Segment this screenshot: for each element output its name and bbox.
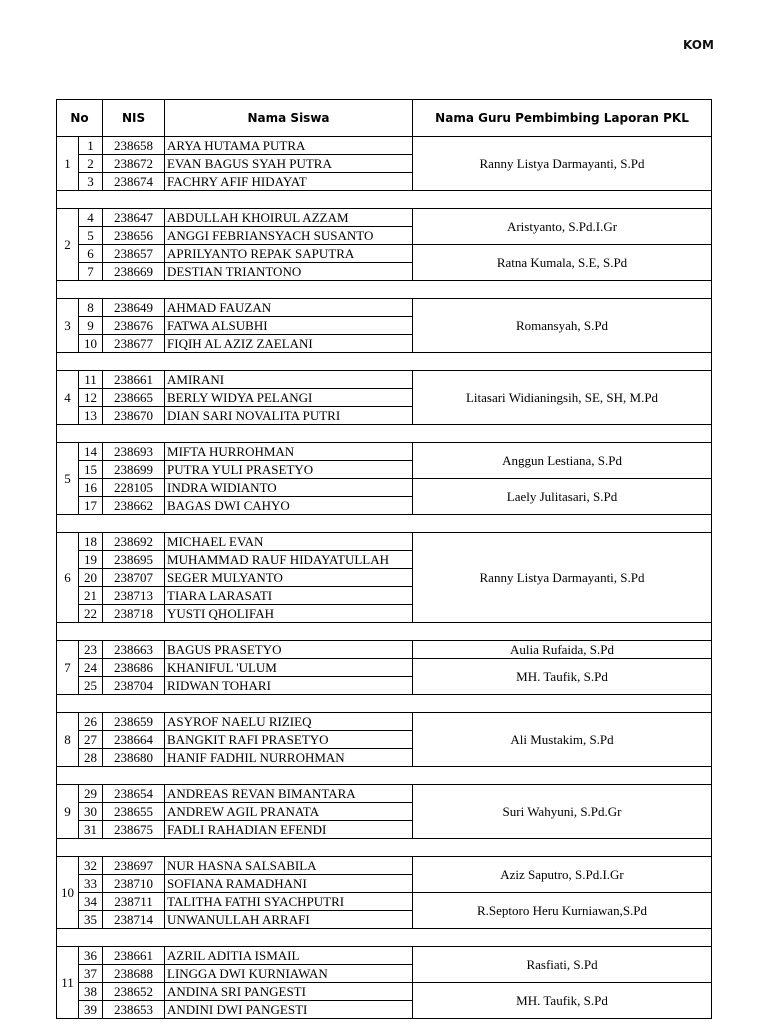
student-name-cell: APRILYANTO REPAK SAPUTRA (165, 245, 413, 263)
student-name-cell: TIARA LARASATI (165, 587, 413, 605)
table-row (57, 371, 712, 389)
student-seq-cell: 9 (79, 317, 103, 335)
student-seq-cell: 39 (79, 1001, 103, 1019)
student-seq-cell: 10 (79, 335, 103, 353)
group-number-cell: 10 (57, 857, 79, 929)
student-name-cell: ANDREAS REVAN BIMANTARA (165, 785, 413, 803)
group-spacer-row (57, 839, 712, 857)
table-row (57, 857, 712, 875)
student-name-cell: ASYROF NAELU RIZIEQ (165, 713, 413, 731)
student-seq-cell: 21 (79, 587, 103, 605)
supervisor-name-cell: Aziz Saputro, S.Pd.I.Gr (413, 857, 712, 893)
student-seq-cell: 16 (79, 479, 103, 497)
student-nis-cell: 238718 (103, 605, 165, 623)
group-spacer-row (57, 695, 712, 713)
student-name-cell: MICHAEL EVAN (165, 533, 413, 551)
student-name-cell: BERLY WIDYA PELANGI (165, 389, 413, 407)
student-name-cell: BAGUS PRASETYO (165, 641, 413, 659)
student-seq-cell: 8 (79, 299, 103, 317)
table-row (57, 479, 712, 497)
student-name-cell: INDRA WIDIANTO (165, 479, 413, 497)
group-number-cell: 8 (57, 713, 79, 767)
table-row (57, 533, 712, 551)
student-name-cell: KHANIFUL 'ULUM (165, 659, 413, 677)
supervisor-name-cell: Suri Wahyuni, S.Pd.Gr (413, 785, 712, 839)
student-seq-cell: 13 (79, 407, 103, 425)
student-seq-cell: 30 (79, 803, 103, 821)
group-spacer-row (57, 425, 712, 443)
student-name-cell: AMIRANI (165, 371, 413, 389)
student-nis-cell: 238697 (103, 857, 165, 875)
student-seq-cell: 3 (79, 173, 103, 191)
student-name-cell: LINGGA DWI KURNIAWAN (165, 965, 413, 983)
supervisor-name-cell: Rasfiati, S.Pd (413, 947, 712, 983)
student-name-cell: SEGER MULYANTO (165, 569, 413, 587)
student-seq-cell: 35 (79, 911, 103, 929)
group-spacer-row (57, 623, 712, 641)
student-name-cell: SOFIANA RAMADHANI (165, 875, 413, 893)
student-nis-cell: 238677 (103, 335, 165, 353)
student-nis-cell: 238714 (103, 911, 165, 929)
student-seq-cell: 4 (79, 209, 103, 227)
student-seq-cell: 37 (79, 965, 103, 983)
student-name-cell: MIFTA HURROHMAN (165, 443, 413, 461)
student-nis-cell: 238656 (103, 227, 165, 245)
group-spacer-row (57, 515, 712, 533)
table-row (57, 659, 712, 677)
group-spacer-cell (57, 353, 712, 371)
student-seq-cell: 28 (79, 749, 103, 767)
supervisor-name-cell: Ratna Kumala, S.E, S.Pd (413, 245, 712, 281)
student-seq-cell: 31 (79, 821, 103, 839)
group-spacer-cell (57, 623, 712, 641)
student-seq-cell: 14 (79, 443, 103, 461)
group-spacer-row (57, 353, 712, 371)
supervisor-name-cell: Ranny Listya Darmayanti, S.Pd (413, 533, 712, 623)
student-nis-cell: 238674 (103, 173, 165, 191)
student-nis-cell: 238661 (103, 371, 165, 389)
supervisor-name-cell: R.Septoro Heru Kurniawan,S.Pd (413, 893, 712, 929)
student-nis-cell: 238655 (103, 803, 165, 821)
student-seq-cell: 29 (79, 785, 103, 803)
student-nis-cell: 228105 (103, 479, 165, 497)
student-nis-cell: 238695 (103, 551, 165, 569)
table-row (57, 713, 712, 731)
student-nis-cell: 238665 (103, 389, 165, 407)
student-name-cell: EVAN BAGUS SYAH PUTRA (165, 155, 413, 173)
student-seq-cell: 15 (79, 461, 103, 479)
table-header-row (57, 100, 712, 137)
group-spacer-cell (57, 515, 712, 533)
group-spacer-row (57, 191, 712, 209)
student-name-cell: ABDULLAH KHOIRUL AZZAM (165, 209, 413, 227)
student-nis-cell: 238688 (103, 965, 165, 983)
student-nis-cell: 238711 (103, 893, 165, 911)
student-nis-cell: 238654 (103, 785, 165, 803)
student-nis-cell: 238680 (103, 749, 165, 767)
group-spacer-cell (57, 767, 712, 785)
group-number-cell: 9 (57, 785, 79, 839)
pkl-supervisor-table (56, 99, 712, 1019)
student-seq-cell: 36 (79, 947, 103, 965)
supervisor-name-cell: Romansyah, S.Pd (413, 299, 712, 353)
student-seq-cell: 7 (79, 263, 103, 281)
student-name-cell: UNWANULLAH ARRAFI (165, 911, 413, 929)
group-spacer-row (57, 767, 712, 785)
supervisor-name-cell: Laely Julitasari, S.Pd (413, 479, 712, 515)
student-name-cell: FADLI RAHADIAN EFENDI (165, 821, 413, 839)
header-guru: Nama Guru Pembimbing Laporan PKL (413, 100, 712, 137)
student-seq-cell: 1 (79, 137, 103, 155)
table-body (57, 137, 712, 1019)
student-nis-cell: 238663 (103, 641, 165, 659)
student-seq-cell: 38 (79, 983, 103, 1001)
table-row (57, 947, 712, 965)
student-seq-cell: 25 (79, 677, 103, 695)
group-spacer-cell (57, 695, 712, 713)
student-name-cell: AHMAD FAUZAN (165, 299, 413, 317)
student-nis-cell: 238657 (103, 245, 165, 263)
student-seq-cell: 32 (79, 857, 103, 875)
student-seq-cell: 34 (79, 893, 103, 911)
supervisor-name-cell: Aulia Rufaida, S.Pd (413, 641, 712, 659)
header-no: No (57, 100, 103, 137)
student-seq-cell: 19 (79, 551, 103, 569)
student-nis-cell: 238659 (103, 713, 165, 731)
student-name-cell: HANIF FADHIL NURROHMAN (165, 749, 413, 767)
student-name-cell: PUTRA YULI PRASETYO (165, 461, 413, 479)
group-spacer-cell (57, 191, 712, 209)
supervisor-name-cell: MH. Taufik, S.Pd (413, 983, 712, 1019)
student-seq-cell: 11 (79, 371, 103, 389)
student-seq-cell: 6 (79, 245, 103, 263)
student-nis-cell: 238662 (103, 497, 165, 515)
table-row (57, 893, 712, 911)
table-row (57, 983, 712, 1001)
table-row (57, 209, 712, 227)
header-nama-siswa: Nama Siswa (165, 100, 413, 137)
group-spacer-row (57, 281, 712, 299)
student-name-cell: NUR HASNA SALSABILA (165, 857, 413, 875)
student-seq-cell: 5 (79, 227, 103, 245)
table-row (57, 443, 712, 461)
student-nis-cell: 238647 (103, 209, 165, 227)
group-number-cell: 3 (57, 299, 79, 353)
student-nis-cell: 238664 (103, 731, 165, 749)
student-nis-cell: 238699 (103, 461, 165, 479)
student-name-cell: FIQIH AL AZIZ ZAELANI (165, 335, 413, 353)
group-spacer-cell (57, 839, 712, 857)
supervisor-name-cell: Anggun Lestiana, S.Pd (413, 443, 712, 479)
student-nis-cell: 238686 (103, 659, 165, 677)
student-nis-cell: 238661 (103, 947, 165, 965)
student-name-cell: TALITHA FATHI SYACHPUTRI (165, 893, 413, 911)
student-name-cell: RIDWAN TOHARI (165, 677, 413, 695)
student-seq-cell: 17 (79, 497, 103, 515)
table-row (57, 785, 712, 803)
student-nis-cell: 238710 (103, 875, 165, 893)
student-seq-cell: 2 (79, 155, 103, 173)
student-nis-cell: 238672 (103, 155, 165, 173)
header-title-fragment: KOM (683, 38, 714, 52)
student-nis-cell: 238649 (103, 299, 165, 317)
group-number-cell: 5 (57, 443, 79, 515)
group-number-cell: 6 (57, 533, 79, 623)
student-seq-cell: 22 (79, 605, 103, 623)
supervisor-name-cell: Litasari Widianingsih, SE, SH, M.Pd (413, 371, 712, 425)
student-seq-cell: 18 (79, 533, 103, 551)
table-row (57, 641, 712, 659)
student-name-cell: ANGGI FEBRIANSYACH SUSANTO (165, 227, 413, 245)
group-number-cell: 7 (57, 641, 79, 695)
student-name-cell: ANDREW AGIL PRANATA (165, 803, 413, 821)
group-number-cell: 2 (57, 209, 79, 281)
student-name-cell: FACHRY AFIF HIDAYAT (165, 173, 413, 191)
table-row (57, 299, 712, 317)
student-seq-cell: 27 (79, 731, 103, 749)
table-row (57, 245, 712, 263)
student-nis-cell: 238670 (103, 407, 165, 425)
table-row (57, 137, 712, 155)
group-spacer-cell (57, 425, 712, 443)
supervisor-name-cell: Aristyanto, S.Pd.I.Gr (413, 209, 712, 245)
group-number-cell: 4 (57, 371, 79, 425)
student-nis-cell: 238704 (103, 677, 165, 695)
group-number-cell: 11 (57, 947, 79, 1019)
student-name-cell: ANDINI DWI PANGESTI (165, 1001, 413, 1019)
group-spacer-row (57, 929, 712, 947)
student-name-cell: AZRIL ADITIA ISMAIL (165, 947, 413, 965)
student-seq-cell: 12 (79, 389, 103, 407)
supervisor-name-cell: MH. Taufik, S.Pd (413, 659, 712, 695)
student-name-cell: BANGKIT RAFI PRASETYO (165, 731, 413, 749)
student-nis-cell: 238652 (103, 983, 165, 1001)
group-spacer-cell (57, 281, 712, 299)
group-number-cell: 1 (57, 137, 79, 191)
student-seq-cell: 20 (79, 569, 103, 587)
student-nis-cell: 238676 (103, 317, 165, 335)
header-nis: NIS (103, 100, 165, 137)
student-name-cell: DIAN SARI NOVALITA PUTRI (165, 407, 413, 425)
student-name-cell: FATWA ALSUBHI (165, 317, 413, 335)
student-seq-cell: 24 (79, 659, 103, 677)
student-nis-cell: 238669 (103, 263, 165, 281)
student-name-cell: MUHAMMAD RAUF HIDAYATULLAH (165, 551, 413, 569)
student-nis-cell: 238707 (103, 569, 165, 587)
student-seq-cell: 23 (79, 641, 103, 659)
student-nis-cell: 238658 (103, 137, 165, 155)
supervisor-name-cell: Ali Mustakim, S.Pd (413, 713, 712, 767)
student-name-cell: ANDINA SRI PANGESTI (165, 983, 413, 1001)
student-nis-cell: 238693 (103, 443, 165, 461)
supervisor-name-cell: Ranny Listya Darmayanti, S.Pd (413, 137, 712, 191)
student-seq-cell: 33 (79, 875, 103, 893)
student-name-cell: YUSTI QHOLIFAH (165, 605, 413, 623)
group-spacer-cell (57, 929, 712, 947)
student-name-cell: BAGAS DWI CAHYO (165, 497, 413, 515)
student-name-cell: ARYA HUTAMA PUTRA (165, 137, 413, 155)
student-nis-cell: 238692 (103, 533, 165, 551)
student-nis-cell: 238675 (103, 821, 165, 839)
student-name-cell: DESTIAN TRIANTONO (165, 263, 413, 281)
student-nis-cell: 238713 (103, 587, 165, 605)
student-nis-cell: 238653 (103, 1001, 165, 1019)
student-seq-cell: 26 (79, 713, 103, 731)
